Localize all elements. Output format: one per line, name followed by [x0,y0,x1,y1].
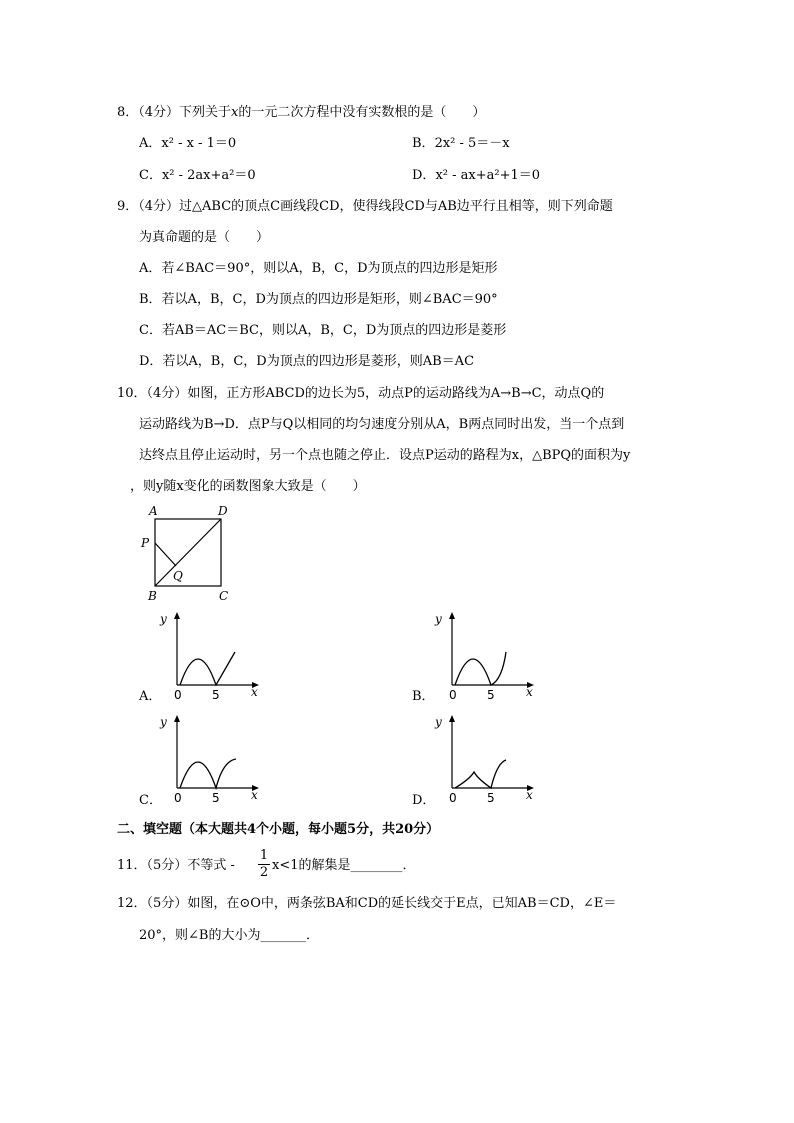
q8-stem: 8．（4分）下列关于x的一元二次方程中没有实数根的是（ ） [117,105,486,120]
y-arrow-icon [174,612,180,619]
q8-option-a: A．x² - x - 1＝0 [139,136,237,151]
x-label: x [526,788,533,802]
graph-c [155,711,265,806]
graph-d [430,711,540,806]
label-b: B [148,589,157,603]
y-label: y [435,612,442,626]
label-c: C [219,589,229,603]
q10-stem-line2: 运动路线为B→D．点P与Q以相同的均匀速度分别从A，B两点同时出发，当一个点到 [139,417,625,432]
origin-label: 0 [174,688,182,702]
section-heading: 二、填空题（本大题共4个小题，每小题5分，共20分） [117,822,440,837]
q10-option-d: D． [412,793,436,808]
curve-d [455,760,506,788]
q10-option-b: B． [412,689,435,704]
fraction-denominator: 2 [259,865,269,880]
q10-stem-line3: 达终点且停止运动时，另一个点也随之停止．设点P运动的路程为x，△BPQ的面积为y [139,448,631,463]
graph-b [430,608,540,703]
graph-a [155,608,265,703]
origin-label: 0 [449,688,457,702]
q12-stem-line2: 20°，则∠B的大小为_______． [139,928,319,943]
tick-five: 5 [487,688,495,702]
square-figure [135,500,245,610]
q11-stem-prefix: 11．（5分）不等式 - [117,858,235,873]
q8-option-d: D．x² - ax+a²+1＝0 [412,168,541,183]
q8-option-c: C．x² - 2ax+a²＝0 [139,168,256,183]
curve-b [455,652,506,685]
y-label: y [160,715,167,729]
tick-five: 5 [212,688,220,702]
label-p: P [141,536,150,550]
x-label: x [526,685,533,699]
q10-stem-line4: ，则y随x变化的函数图象大致是（ ） [130,479,366,494]
q12-stem-line1: 12．（5分）如图，在⊙O中，两条弦BA和CD的延长线交于E点，已知AB＝CD，∠E＝ [117,896,617,911]
label-q: Q [173,569,183,583]
q11-fraction [258,849,270,880]
q11-stem-suffix: x<1的解集是________． [272,858,416,873]
segment-pq [155,543,176,566]
y-label: y [160,612,167,626]
q9-stem-line1: 9．（4分）过△ABC的顶点C画线段CD，使得线段CD与AB边平行且相等，则下列命题 [117,199,613,214]
q9-option-d: D．若以A，B，C，D为顶点的四边形是菱形，则AB＝AC [139,354,475,369]
diagonal-bd [155,519,221,586]
q10-option-a: A． [139,689,162,704]
q9-stem-line2: 为真命题的是（ ） [139,230,270,245]
x-label: x [251,788,258,802]
y-label: y [435,715,442,729]
q9-option-c: C．若AB＝AC＝BC，则以A，B，C，D为顶点的四边形是菱形 [139,323,507,338]
q8-option-b: B．2x² - 5＝－x [412,136,510,151]
y-arrow-icon [449,715,455,722]
origin-label: 0 [174,791,182,805]
q10-option-c: C． [139,793,162,808]
curve-c [180,759,236,788]
tick-five: 5 [212,791,220,805]
x-label: x [251,685,258,699]
q10-stem-line1: 10．（4分）如图，正方形ABCD的边长为5，动点P的运动路线为A→B→C，动点Q的 [117,386,605,401]
curve-a [180,652,235,685]
label-d: D [218,504,228,518]
tick-five: 5 [487,791,495,805]
y-arrow-icon [449,612,455,619]
q9-option-a: A．若∠BAC＝90°，则以A，B，C，D为顶点的四边形是矩形 [139,261,498,276]
fraction-numerator: 1 [259,848,269,863]
y-arrow-icon [174,715,180,722]
origin-label: 0 [449,791,457,805]
q9-option-b: B．若以A，B，C，D为顶点的四边形是矩形，则∠BAC＝90° [139,292,498,307]
label-a: A [149,504,158,518]
